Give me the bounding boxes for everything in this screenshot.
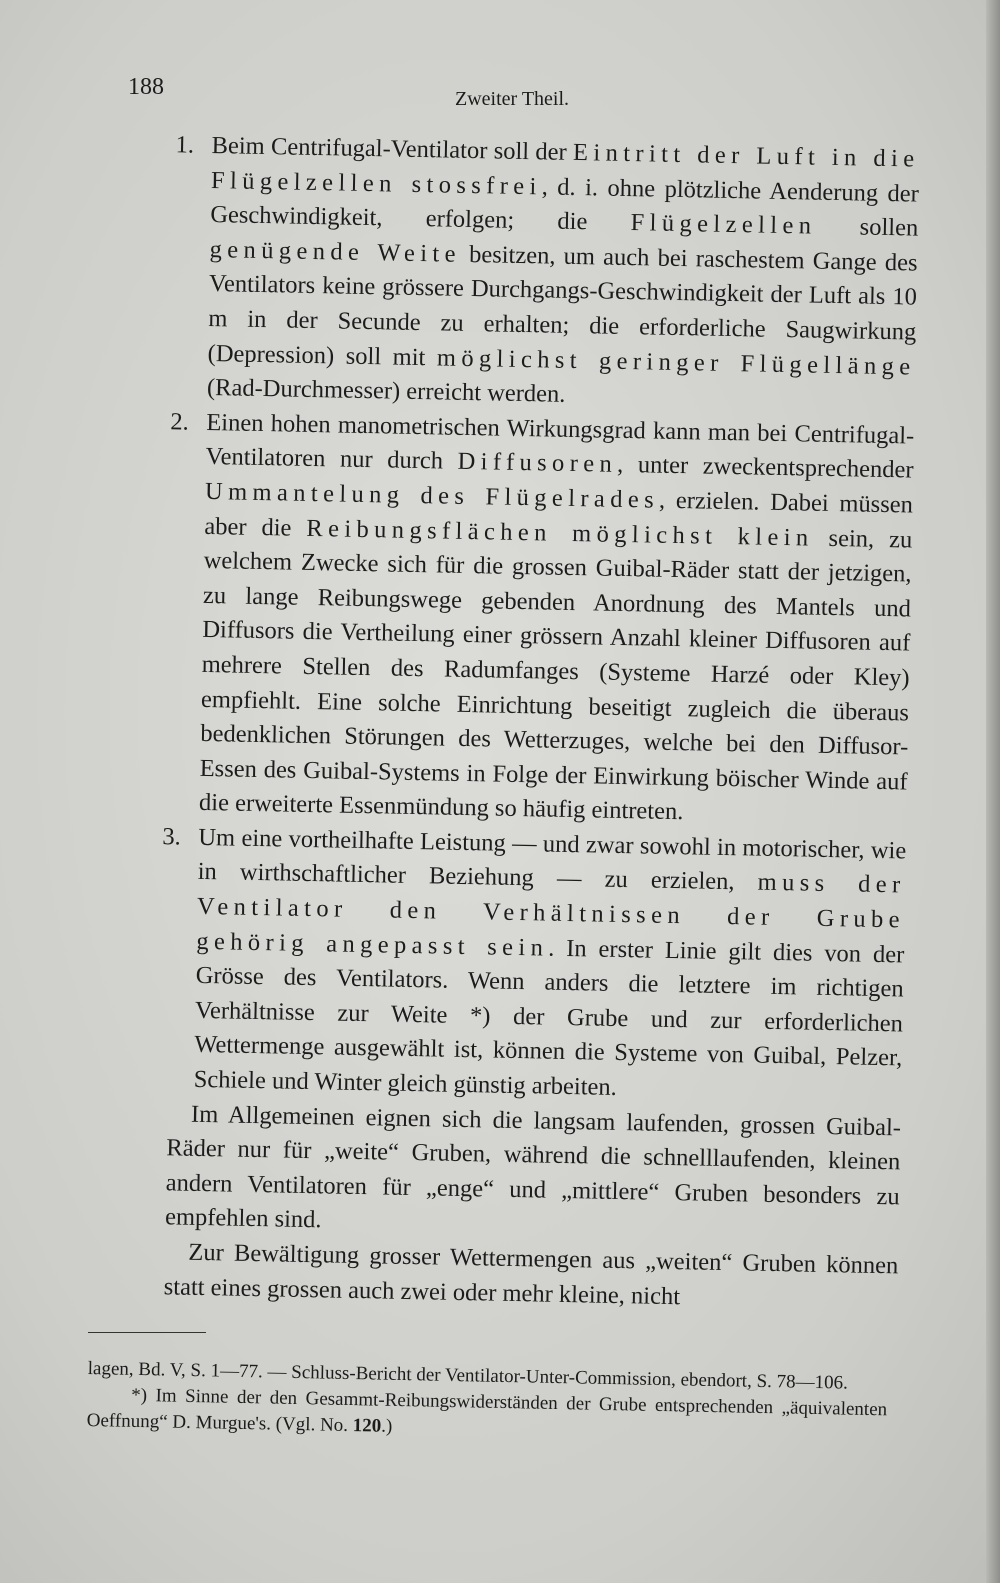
list-item <box>147 405 915 835</box>
page-number: 188 <box>128 74 164 100</box>
list-item <box>155 128 920 419</box>
footnote-ref-number: 120 <box>352 1415 382 1437</box>
text-run: sein, zu welchem Zwecke sich für die grossen Guibal-Räder statt der jetzigen, zu lange Reibungswege gebenden Anordnung des Mantels und Diffusors die Vertheilung einer grössern Anzahl kleiner Diffusoren auf mehrere Stellen des Radumfanges (Systeme Harzé oder Kley) empfiehlt. Eine solche Einrichtung beseitigt zugleich die überaus bedenklichen Störungen des Wetterzuges, welche bei den Diffusor-Essen des Guibal-Systems in Folge der Einwirkung böischer Winde auf die erweiterte Essenmündung so häufig eintreten. <box>198 524 913 826</box>
page-edge-shadow <box>986 0 1000 1583</box>
list-item <box>141 820 906 1111</box>
text-run: sollen <box>816 212 919 242</box>
text-run: Einen hohen manometrischen Wirkungsgrad kann man bei Centrifugal-Ventilatoren nur durch <box>205 408 915 476</box>
list-item-number: 3. <box>162 823 182 851</box>
spaced-emphasis: Diffusoren <box>457 448 618 479</box>
text-run: , erzielen. Dabei müssen aber die <box>204 486 914 542</box>
text-run: besitzen, um auch bei raschestem Gange des Ventilators keine grössere Durchgangs-Geschwindigkeit der Luft als 10 m in der Secunde zu erhalten; die erforderliche Saugwirkung (Depression) soll mit <box>207 240 918 371</box>
spaced-emphasis: Ummantelung des Flügelrades <box>204 477 660 514</box>
list-item-number: 1. <box>175 131 195 159</box>
text-run: , unter zweckentsprechender <box>616 451 914 484</box>
running-head: Zweiter Theil. <box>455 88 570 110</box>
spaced-emphasis: Flügelzellen <box>630 209 817 240</box>
spaced-emphasis: möglichst geringer Flügellänge <box>436 343 916 381</box>
main-text <box>137 128 919 1319</box>
paragraph: Im Allgemeinen eignen sich die langsam laufenden, grossen Guibal-Räder nur für „weite“ Gruben, während die schnelllaufenden, kleinen andern Ventilatoren für „enge“ und „mittlere“ Gruben besonders zu empfehlen sind. <box>164 1100 902 1234</box>
text-run: . In erster Linie gilt dies von der Grösse des Ventilators. Wenn anders die letztere im richtigen Verhältnisse zur Weite *) der Grube und zur erforderlichen Wettermenge ausgewählt ist, können die Systeme von Guibal, Pelzer, Schiele und Winter gleich günstig arbeiten. <box>193 934 905 1101</box>
text-run: Beim Centrifugal-Ventilator soll der <box>211 131 574 166</box>
text-run: (Rad-Durchmesser) erreicht werden. <box>206 374 566 408</box>
paragraph: Zur Bewältigung grosser Wettermengen aus „weiten“ Gruben können statt eines grossen auch zwei oder mehr kleine, nicht <box>163 1238 899 1310</box>
footnote-text: *) Im Sinne der den Gesammt-Reibungswiderständen der Grube entsprechenden „äquivalenten Oeffnung“ D. Murgue's. (Vgl. No. <box>86 1384 888 1437</box>
spaced-emphasis: muss der Ventilator den Verhältnissen der Grube gehörig angepasst sein <box>196 869 906 962</box>
footnote-continuation: lagen, Bd. V, S. 1—77. — Schluss-Bericht der Ventilator-Unter-Commission, ebendort, S. 78—106. <box>87 1357 849 1394</box>
text-run: Um eine vortheilhafte Leistung — und zwar sowohl in motorischer, wie in wirthschaftlicher Beziehung — zu erzielen, <box>197 823 907 897</box>
spaced-emphasis: Reibungsflächen möglichst klein <box>306 514 814 552</box>
spaced-emphasis: Eintritt der Luft in die Flügelzellen stossfrei <box>210 138 920 200</box>
spaced-emphasis: genügende Weite <box>209 235 462 268</box>
footnote-rule <box>88 1332 206 1333</box>
list-item-number: 2. <box>170 408 189 436</box>
numbered-list <box>141 128 919 1111</box>
footnotes <box>87 1356 888 1449</box>
text-run: , d. i. ohne plötzliche Aenderung der Geschwindigkeit, erfolgen; die <box>210 172 920 237</box>
footnote-end: .) <box>381 1415 393 1437</box>
